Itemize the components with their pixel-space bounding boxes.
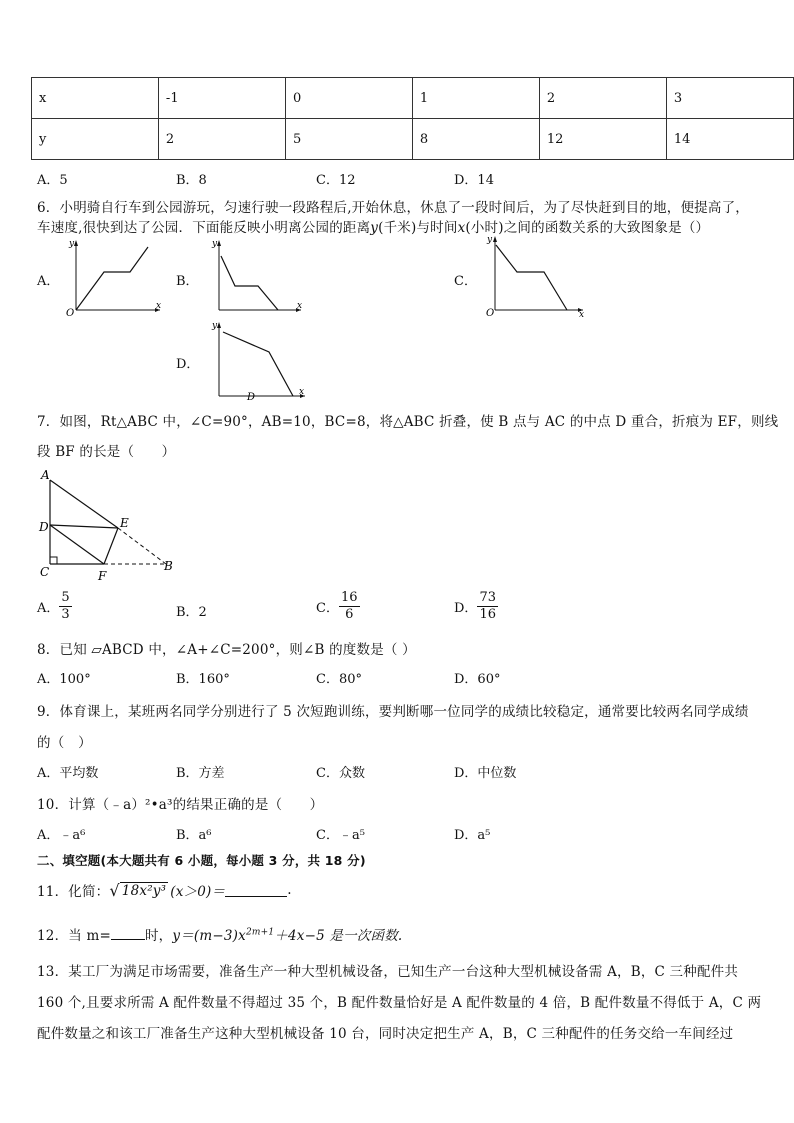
y-axis-arrow <box>217 240 221 246</box>
radicand: 18x²y³ <box>121 882 167 899</box>
right-angle-mark <box>50 557 57 564</box>
q10-option-a: A．﹣a⁶ <box>37 828 86 843</box>
table-cell: 0 <box>285 78 412 119</box>
option-label: A． <box>37 601 60 616</box>
y-axis-arrow <box>74 240 78 246</box>
q7-stem-line2: 段 BF 的长是（ ） <box>37 444 176 460</box>
denominator: 16 <box>479 607 496 622</box>
graph-line <box>221 256 278 310</box>
q11-stem <box>37 880 292 900</box>
denominator: 6 <box>345 607 354 622</box>
x-axis-label: x <box>299 387 305 397</box>
q6-var-y: y <box>370 220 379 236</box>
q11-condition: (x＞0)＝ <box>170 884 226 900</box>
fraction <box>477 590 498 623</box>
y-axis-arrow <box>493 236 497 242</box>
q6-stem-line1: 6．小明骑自行车到公园游玩，匀速行驶一段路程后,开始休息，休息了一段时间后，为了尽快赶到目的地，便提高了， <box>37 200 749 216</box>
origin-label: O <box>486 308 495 318</box>
point-c-label: C <box>40 565 50 579</box>
q13-stem-line1: 13．某工厂为满足市场需要，准备生产一种大型机械设备，已知生产一台这种大型机械设备需 A，B，C 三种配件共 <box>37 964 739 980</box>
value-table <box>31 77 794 160</box>
q10-option-b: B．a⁶ <box>176 828 212 843</box>
q6-option-b-label: B． <box>176 274 199 289</box>
q13-stem-line2: 160 个,且要求所需 A 配件数量不得超过 35 个，B 配件数量恰好是 A 配件数量的 4 倍，B 配件数量不得低于 A，C 两 <box>37 995 762 1011</box>
table-cell: 1 <box>412 78 539 119</box>
q12-mid: 时， <box>144 928 173 944</box>
q12-prefix: 12．当 m= <box>37 928 111 944</box>
y-axis-label: y <box>487 235 493 245</box>
q9-stem-line1: 9．体育课上，某班两名同学分别进行了 5 次短跑训练，要判断哪一位同学的成绩比较稳定，通常要比较两名同学成绩 <box>37 704 749 720</box>
answer-blank[interactable] <box>225 884 287 897</box>
option-label: C． <box>316 601 339 616</box>
table-cell: 3 <box>666 78 793 119</box>
q7-option-b: B．2 <box>176 605 207 620</box>
q9-option-b: B．方差 <box>176 766 225 781</box>
q5-option-b: B．8 <box>176 173 207 188</box>
table-cell: 2 <box>539 78 666 119</box>
q7-triangle-figure <box>36 464 186 586</box>
table-cell: 12 <box>539 119 666 160</box>
y-axis-label: y <box>212 239 218 249</box>
q5-option-a: A．5 <box>37 173 68 188</box>
segment-ef <box>104 528 118 564</box>
side-eb-dashed <box>118 528 166 564</box>
segment-de <box>50 525 118 528</box>
numerator: 5 <box>61 590 70 605</box>
q8-option-a: A．100° <box>37 672 91 687</box>
q7-stem-line1: 7．如图，Rt△ABC 中，∠C=90°，AB=10，BC=8，将△ABC 折叠，使 B 点与 AC 的中点 D 重合，折痕为 EF，则线 <box>37 414 779 430</box>
q6-graph-c <box>479 232 589 318</box>
table-cell: 14 <box>666 119 793 160</box>
point-d-label: D <box>39 520 49 534</box>
y-axis-label: y <box>69 239 75 249</box>
table-cell: -1 <box>158 78 285 119</box>
point-f-label: F <box>98 569 107 583</box>
table-row <box>32 78 794 119</box>
graph-d-mark: D <box>247 392 256 400</box>
q8-option-b: B．160° <box>176 672 230 687</box>
q6-var-x: x <box>457 220 466 236</box>
numerator: 16 <box>340 590 358 605</box>
point-e-label: E <box>120 516 129 530</box>
q10-option-d: D．a⁵ <box>454 828 491 843</box>
y-axis-arrow <box>217 322 221 328</box>
q10-stem: 10．计算（﹣a）²•a³的结果正确的是（ ） <box>37 797 324 813</box>
q6-text: 车速度,很快到达了公园．下面能反映小明离公园的距离 <box>37 220 371 236</box>
q11-end: . <box>287 882 292 898</box>
table-cell: y <box>32 119 159 160</box>
answer-blank[interactable] <box>111 927 145 940</box>
graph-line <box>76 247 148 310</box>
q6-option-d-label: D． <box>176 357 200 372</box>
q9-option-c: C．众数 <box>316 766 365 781</box>
q7-option-c <box>316 590 360 623</box>
q8-option-c: C．80° <box>316 672 362 687</box>
q6-graph-b <box>203 236 307 318</box>
point-b-label: B <box>164 559 173 573</box>
q6-option-a-label: A． <box>37 274 60 289</box>
table-cell: 2 <box>158 119 285 160</box>
q6-option-c-label: C． <box>454 274 477 289</box>
table-cell: x <box>32 78 159 119</box>
q13-stem-line3: 配件数量之和该工厂准备生产这种大型机械设备 10 台，同时决定把生产 A，B，C 三种配件的任务交给一车间经过 <box>37 1026 734 1042</box>
q12-exponent: 2m+1 <box>245 927 275 938</box>
table-cell: 8 <box>412 119 539 160</box>
section-2-title: 二、填空题(本大题共有 6 小题，每小题 3 分，共 18 分) <box>37 853 366 868</box>
q9-stem-line2: 的（ ） <box>37 735 92 751</box>
y-axis-label: y <box>212 321 218 331</box>
q6-stem-line2 <box>37 216 709 236</box>
q10-option-c: C．﹣a⁵ <box>316 828 365 843</box>
denominator: 3 <box>61 607 70 622</box>
q7-option-a <box>37 590 72 623</box>
q8-option-d: D．60° <box>454 672 501 687</box>
x-axis-label: x <box>156 301 162 311</box>
origin-label: O <box>66 308 75 318</box>
fraction <box>59 590 71 623</box>
x-axis-label: x <box>297 301 303 311</box>
segment-df <box>50 525 104 564</box>
point-a-label: A <box>41 468 50 482</box>
q6-text: (千米)与时间 <box>378 220 458 236</box>
graph-line <box>496 245 567 310</box>
table-row <box>32 119 794 160</box>
q12-expression: y＝(m−3)x <box>172 928 246 944</box>
q12-expression-tail: ＋4x−5 是一次函数. <box>274 928 403 944</box>
q6-graph-d <box>203 318 313 400</box>
fraction <box>339 590 360 623</box>
graph-line <box>223 332 293 396</box>
table-cell: 5 <box>285 119 412 160</box>
numerator: 73 <box>479 590 496 605</box>
q9-option-d: D．中位数 <box>454 766 517 781</box>
side-ae <box>50 480 118 528</box>
option-label: D． <box>454 601 478 616</box>
q8-stem: 8．已知 ▱ABCD 中，∠A+∠C=200°，则∠B 的度数是（ ） <box>37 642 416 658</box>
q5-option-d: D．14 <box>454 173 494 188</box>
q9-option-a: A．平均数 <box>37 766 99 781</box>
q6-graph-a <box>62 236 166 318</box>
q7-option-d <box>454 590 498 623</box>
sqrt-sign: √ <box>109 880 120 900</box>
q5-option-c: C．12 <box>316 173 356 188</box>
q6-text: (小时)之间的函数关系的大致图象是（） <box>465 220 710 236</box>
x-axis-label: x <box>579 310 585 318</box>
q12-stem <box>37 924 402 944</box>
q11-prefix: 11．化简： <box>37 884 110 900</box>
